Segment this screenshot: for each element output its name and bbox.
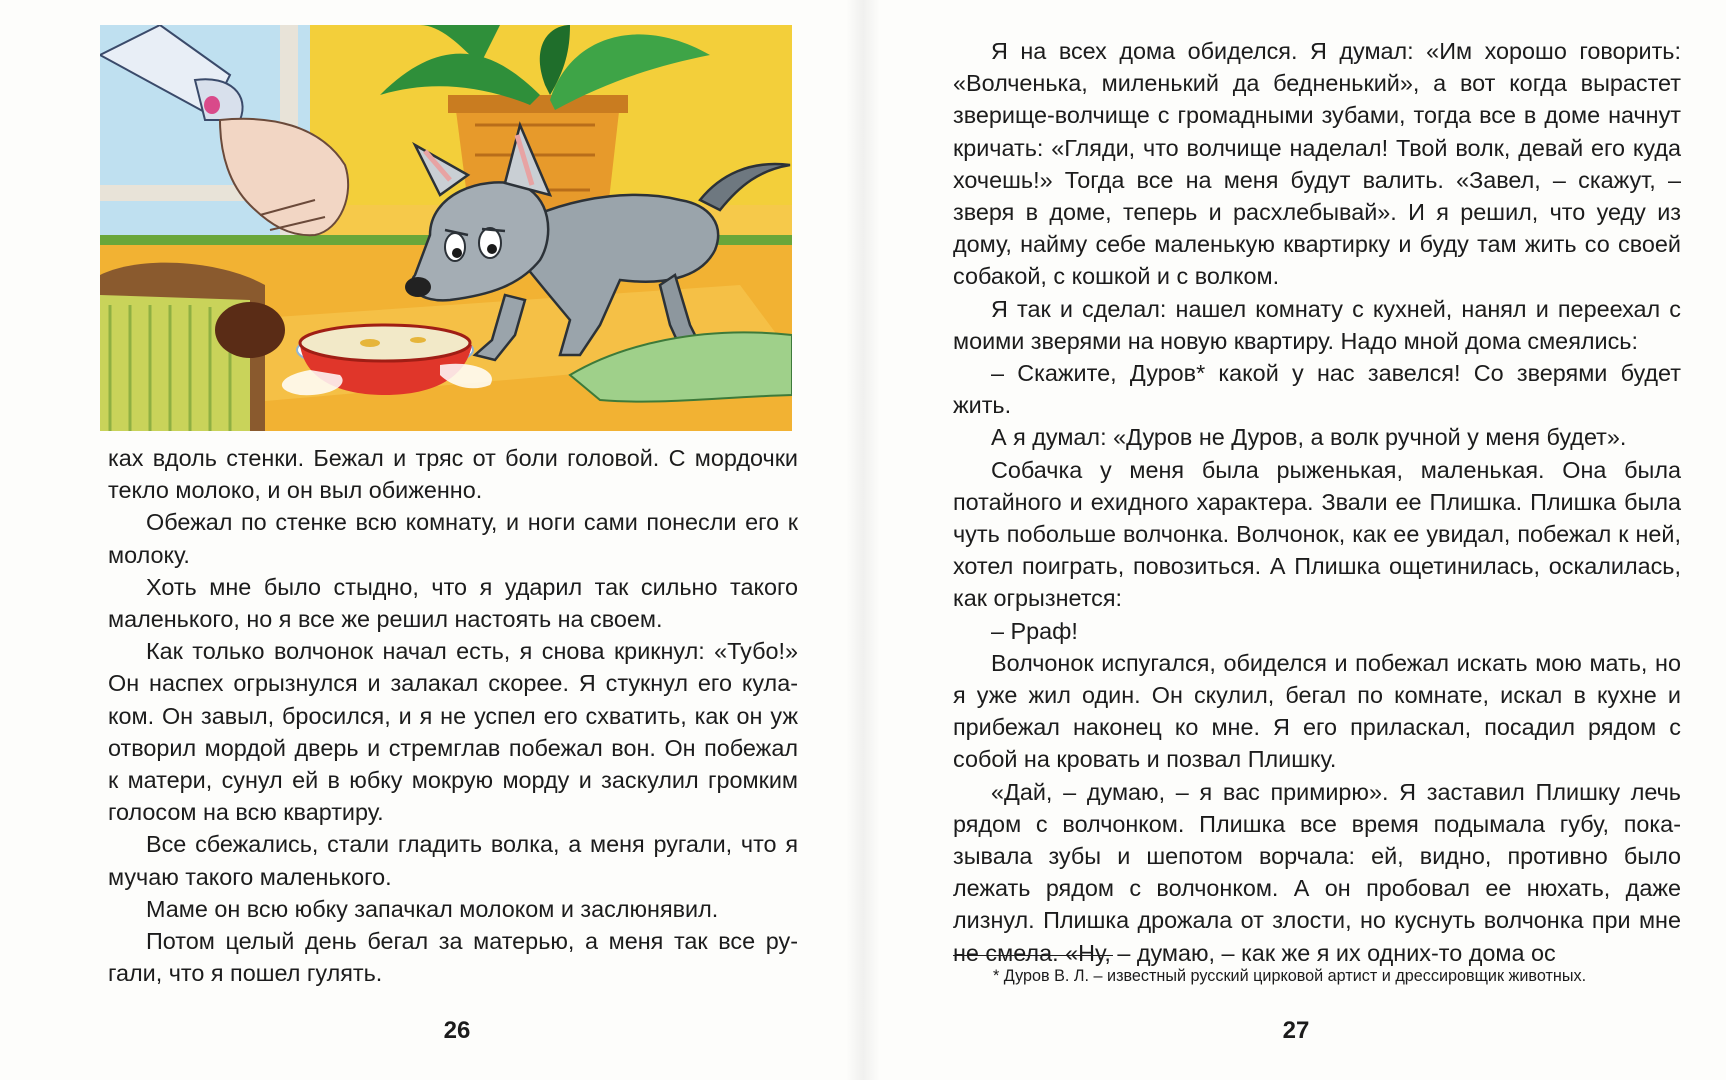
paragraph: Волчонок испугался, обиделся и побежал искать мою мать, но я уже жил один. Он скулил, бегал по комнате, искал в кухне и прибежал наконец ко мне. Я его приласкал, посадил рядом с собой на кровать и позвал Плишку. <box>953 649 1681 773</box>
left-page-text <box>108 442 798 989</box>
paragraph: «Дай, – думаю, – я вас примирю». Я заставил Плишку лечь рядом с волчонком. Плишка все время подымала губу, показывала зубы и шепотом ворчала: ей, видно, противно было лежать рядом с волчонком. А он пробовал ее нюхать, даже лизнул. Плишка дрожала от злости, но куснуть волчонка при мне не смела. «Ну, – думаю, – как же я их одних-то дома ос <box>953 778 1681 966</box>
paragraph: А я думал: «Дуров не Дуров, а волк ручной у меня будет». <box>991 424 1627 451</box>
paragraph: Хоть мне было стыдно, что я ударил так сильно такого маленького, но я все же решил настоять на своем. <box>108 573 798 633</box>
footnote: * Дуров В. Л. – известный русский цирковой артист и дрессировщик животных. <box>993 967 1587 985</box>
paragraph: Маме он всю юбку запачкал молоком и заслюнявил. <box>146 895 719 922</box>
paragraph: Как только волчонок начал есть, я снова крикнул: «Тубо!» Он наспех огрызнулся и залакал скорее. Я стукнул его кулаком. Он завыл, бросился, и я не успел его схватить, как он уж отворил мордой дверь и стремглав побежал вон. Он побежал к матери, сунул ей в юбку мокрую морду и заскулил громким голосом на всю квартиру. <box>108 638 798 826</box>
paragraph: Все сбежались, стали гладить волка, а меня ругали, что я мучаю такого маленького. <box>108 831 798 890</box>
paragraph: ках вдоль стенки. Бежал и тряс от боли головой. С мордочки текло молоко, и он выл обиженно. <box>108 445 798 504</box>
footnote-divider <box>953 955 1113 956</box>
right-page <box>863 0 1726 1080</box>
page-number: 26 <box>443 1017 471 1044</box>
paragraph: Обежал по стенке всю комнату, и ноги сами понесли его к молоку. <box>108 509 798 568</box>
paragraph: Собачка у меня была рыженькая, маленькая. Она была потайного и ехидного характера. Звали ее Плишка. Плишка была чуть побольше волчонка. Волчонок, как ее увидал, побежал к ней, хотел поиграть, повозиться. А Плишка ощетинилась, оскалилась, как огрызнется: <box>953 456 1681 612</box>
right-page-text <box>953 35 1681 969</box>
paragraph: Я на всех дома обиделся. Я думал: «Им хорошо говорить: «Волченька, миленький да бедненький», а вот когда вырастет зверище-волчище с громадными зубами, тогда все в доме начнут кричать: «Гляди, что волчище наделал! Твой волк, девай его куда хочешь!» Тогда все на меня будут валить. «Завел, – скажут, – зверя в доме, теперь и расхлебывай». И я решил, что уеду из дому, найму себе маленькую квартирку и буду там жить со своей собакой, с кошкой и с волком. <box>953 38 1681 290</box>
paragraph: – Рраф! <box>991 617 1078 644</box>
paragraph: Я так и сделал: нашел комнату с кухней, нанял и переехал с моими зверями на новую квартиру. Надо мной дома смеялись: <box>953 295 1681 354</box>
paragraph: Потом целый день бегал за матерью, а меня так все ругали, что я пошел гулять. <box>108 928 798 987</box>
wolf-cub-illustration <box>100 25 792 431</box>
page-number: 27 <box>1282 1017 1310 1044</box>
paragraph: – Скажите, Дуров* какой у нас завелся! Со зверями будет жить. <box>953 360 1681 419</box>
